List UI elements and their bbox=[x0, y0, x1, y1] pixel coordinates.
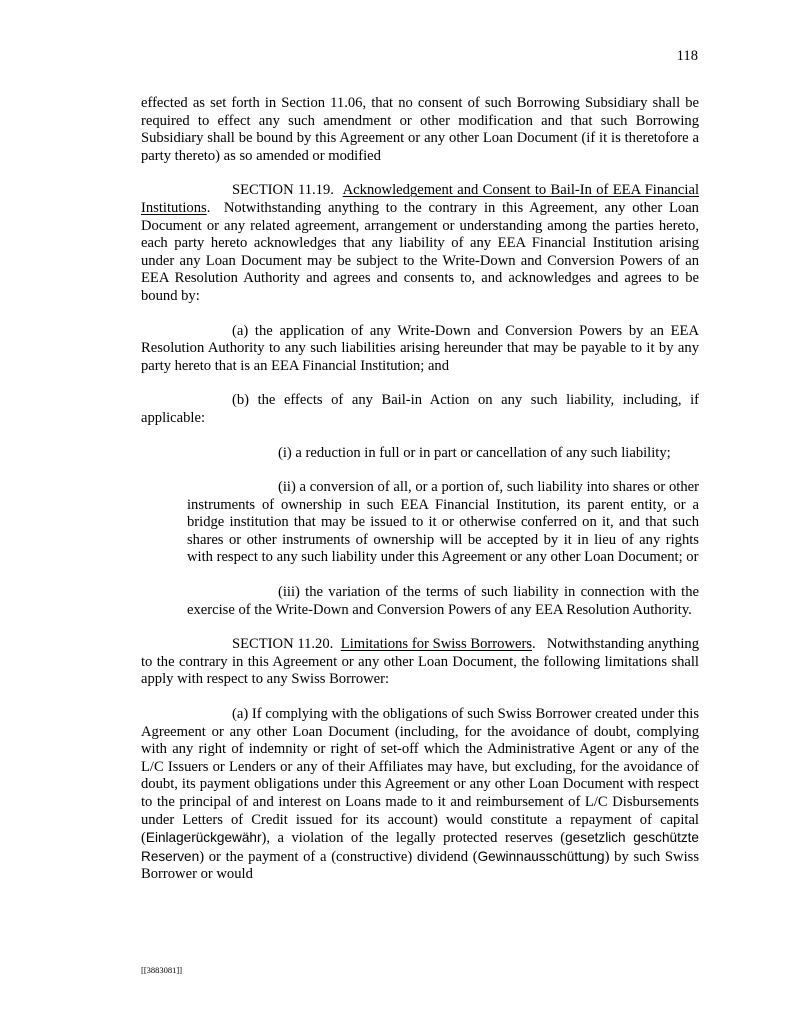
body-text bbox=[141, 95, 699, 901]
clause-i: (i) a reduction in full or in part or cancellation of any such liability; bbox=[278, 444, 671, 461]
clause-b: (b) the effects of any Bail-in Action on any such liability, including, if applicable: bbox=[141, 392, 699, 426]
swiss-clause-a: (a) If complying with the obligations of such Swiss Borrower created under this Agreement or any other Loan Document (including, for the avoidance of doubt, complying with any right of indemnity or right of set-off which the Administrative Agent or any of the L/C Issuers or Lenders or any of their Affiliates may have, but excluding, for the avoidance of doubt, its payment obligations under this Agreement or any other Loan Document with respect to the principal of and interest on Loans made to it and reimbursement of L/C Disbursements under Letters of Credit issued for its account) would constitute a repayment of capital (Einlagerückgewähr), a violation of the legally protected reserves (gesetzlich geschützte Reserven) or the payment of a (constructive) dividend (Gewinnausschüttung) by such Swiss Borrower or would bbox=[141, 706, 699, 883]
section-11-20: SECTION 11.20. Limitations for Swiss Borrowers. Notwithstanding anything to the contrary in this Agreement or any other Loan Document, the following limitations shall apply with respect to any Swiss Borrower: bbox=[141, 636, 699, 688]
section-label: SECTION 11.20. bbox=[232, 636, 334, 653]
paragraph-continuation: effected as set forth in Section 11.06, that no consent of such Borrowing Subsidiary shall be required to effect any such amendment or other modification and that such Borrowing Subsidiary shall be bound by this Agreement or any other Loan Document (if it is theretofore a party thereto) as so amended or modified bbox=[141, 95, 699, 164]
section-title: Acknowledgement and Consent to Bail-In of EEA Financial Institutions bbox=[141, 182, 699, 216]
section-title: Limitations for Swiss Borrowers bbox=[340, 636, 533, 653]
document-reference: [[3883081]] bbox=[141, 965, 183, 975]
section-body: Notwithstanding anything to the contrary in this Agreement, any other Loan Document or any related agreement, arrangement or understanding among the parties hereto, each party hereto acknowledges that any liability of any EEA Financial Institution arising under any Loan Document may be subject to the Write-Down and Conversion Powers of an EEA Resolution Authority and agrees and consents to, and acknowledges and agrees to be bound by: bbox=[141, 199, 699, 304]
section-label: SECTION 11.19. bbox=[232, 182, 334, 199]
term-einlagerueckgewaehr: Einlagerückgewähr bbox=[145, 830, 262, 846]
sub-clauses bbox=[187, 445, 699, 620]
page-number: 118 bbox=[676, 48, 698, 64]
clause-a: (a) the application of any Write-Down and Conversion Powers by an EEA Resolution Authority to any such liabilities arising hereunder that may be payable to it by any party hereto that is an EEA Financial Institution; and bbox=[141, 322, 699, 374]
clause-iii: (iii) the variation of the terms of such liability in connection with the exercise of the Write-Down and Conversion Powers of any EEA Resolution Authority. bbox=[187, 584, 699, 618]
term-reserves: gesetzlich geschützte Reserven bbox=[141, 830, 699, 864]
clause-ii: (ii) a conversion of all, or a portion of, such liability into shares or other instruments of ownership in such EEA Financial Institution, its parent entity, or a bridge institution that may be issued to it or otherwise conferred on it, and that such shares or other instruments of ownership will be accepted by it in lieu of any rights with respect to any such liability under this Agreement or any other Loan Document; or bbox=[187, 479, 699, 566]
term-gewinnausschuettung: Gewinnausschüttung bbox=[477, 848, 605, 864]
section-11-19: SECTION 11.19. Acknowledgement and Consent to Bail-In of EEA Financial Institutions. Notwithstanding anything to the contrary in this Agreement, any other Loan Document or any related agreement, arrangement or understanding among the parties hereto, each party hereto acknowledges that any liability of any EEA Financial Institution arising under any Loan Document may be subject to the Write-Down and Conversion Powers of an EEA Resolution Authority and agrees and consents to, and acknowledges and agrees to be bound by: bbox=[141, 182, 699, 304]
section-body: Notwithstanding anything to the contrary in this Agreement or any other Loan Document, the following limitations shall apply with respect to any Swiss Borrower: bbox=[141, 636, 699, 688]
